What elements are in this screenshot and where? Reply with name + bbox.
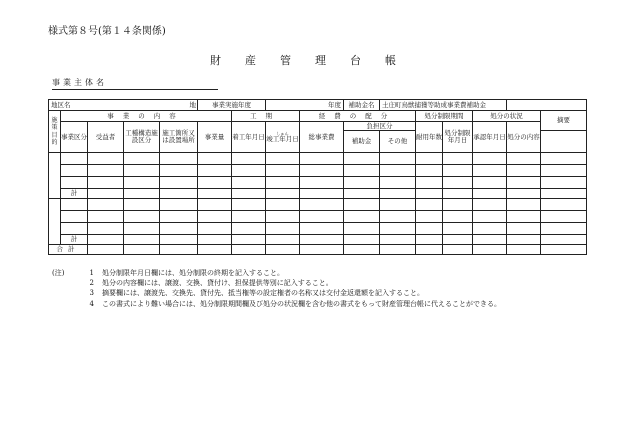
group-2-purpose-cell[interactable] <box>49 199 61 245</box>
facility-type-header: 工種構造施設区分 <box>124 122 160 153</box>
note-item <box>52 299 501 309</box>
notes-heading: (注) <box>52 269 65 277</box>
note-text: この書式により難い場合には、処分制限期間欄及び処分の状況欄を含む他の書式をもって財産管理台帳に代えることができる。 <box>102 299 501 308</box>
owner-label: 事業主体名 <box>52 78 107 87</box>
project-year-label: 事業実施年度 <box>198 100 266 111</box>
total-cost-header: 総事業費 <box>300 122 344 153</box>
completion-date-header <box>266 122 300 153</box>
year-cell[interactable] <box>266 100 344 111</box>
useful-years-header: 耐用年数 <box>416 122 443 153</box>
blank-header-cell <box>507 100 587 111</box>
subtotal-label: 計 <box>61 235 88 245</box>
grand-total-label: 合計 <box>49 245 88 255</box>
disposal-status-header: 処分の状況 <box>473 111 541 122</box>
other-header: その他 <box>380 131 416 153</box>
note-number: 3 <box>89 289 94 298</box>
burden-category-header: 負担区分 <box>344 122 416 131</box>
start-date-header: 着工年月日 <box>232 122 266 153</box>
note-text: 摘要欄には、譲渡先、交換先、貸付先、抵当権等の設定権者の名称又は交付金返還額を記入すること。 <box>102 289 424 298</box>
notes-heading <box>52 278 78 288</box>
table-row[interactable] <box>49 165 587 177</box>
disposal-content-header: 処分の内容 <box>507 122 541 153</box>
area-name-cell[interactable] <box>49 100 198 111</box>
subtotal-row[interactable] <box>49 189 587 199</box>
group-1-purpose-cell[interactable] <box>49 153 61 199</box>
summary-header: 摘要 <box>541 111 587 131</box>
completion-ruby: しゅん <box>276 130 289 136</box>
note-number: 1 <box>89 269 94 277</box>
note-text: 処分の内容欄には、譲渡、交換、貸付け、担保提供等別に記入すること。 <box>102 279 333 288</box>
area-label: 地区名 <box>51 100 71 109</box>
summary-header-lower <box>541 131 587 153</box>
completion-date-label: 竣工年月日 <box>266 134 299 143</box>
table-row[interactable] <box>49 199 587 211</box>
project-content-header: 事業の内容 <box>61 111 232 122</box>
notes-section <box>52 268 501 309</box>
notes-heading <box>52 299 78 309</box>
subsidy-header: 補助金 <box>344 131 380 153</box>
area-suffix: 地 <box>189 100 196 109</box>
subsidy-name-label: 補助金名 <box>344 100 380 111</box>
beneficiary-header: 受益者 <box>88 122 124 153</box>
property-ledger-table <box>48 99 587 255</box>
table-row[interactable] <box>49 153 587 165</box>
notes-heading <box>52 288 78 298</box>
note-item <box>52 288 501 298</box>
subtotal-label: 計 <box>61 189 88 199</box>
page-title: 財産管理台帳 <box>210 54 420 67</box>
grand-total-row[interactable] <box>49 245 587 255</box>
note-text: 処分制限年月日欄には、処分制限の終期を記入すること。 <box>102 269 284 277</box>
facility-purpose-header: 施策目的 <box>49 111 61 153</box>
table-row[interactable] <box>49 177 587 189</box>
restriction-period-header: 処分制限期間 <box>416 111 473 122</box>
construction-period-header: 工期 <box>232 111 300 122</box>
location-header: 施工箇所又は設置場所 <box>160 122 198 153</box>
note-number: 4 <box>89 299 94 308</box>
table-row[interactable] <box>49 211 587 223</box>
note-item <box>52 278 501 288</box>
restriction-date-header: 処分制限年月日 <box>443 122 473 153</box>
form-number: 様式第８号(第１４条関係) <box>48 26 166 37</box>
year-label: 年度 <box>328 100 341 109</box>
owner-name-line[interactable] <box>52 89 218 90</box>
note-number: 2 <box>89 279 94 288</box>
note-item <box>52 268 501 278</box>
quantity-header: 事業量 <box>198 122 232 153</box>
table-row[interactable] <box>49 223 587 235</box>
cost-allocation-header: 経費の配分 <box>300 111 416 122</box>
project-category-header: 事業区分 <box>61 122 88 153</box>
subtotal-row[interactable] <box>49 235 587 245</box>
approval-date-header: 承認年月日 <box>473 122 507 153</box>
subsidy-name: 土庄町鳥獣捕獲等助成事業費補助金 <box>380 100 507 111</box>
